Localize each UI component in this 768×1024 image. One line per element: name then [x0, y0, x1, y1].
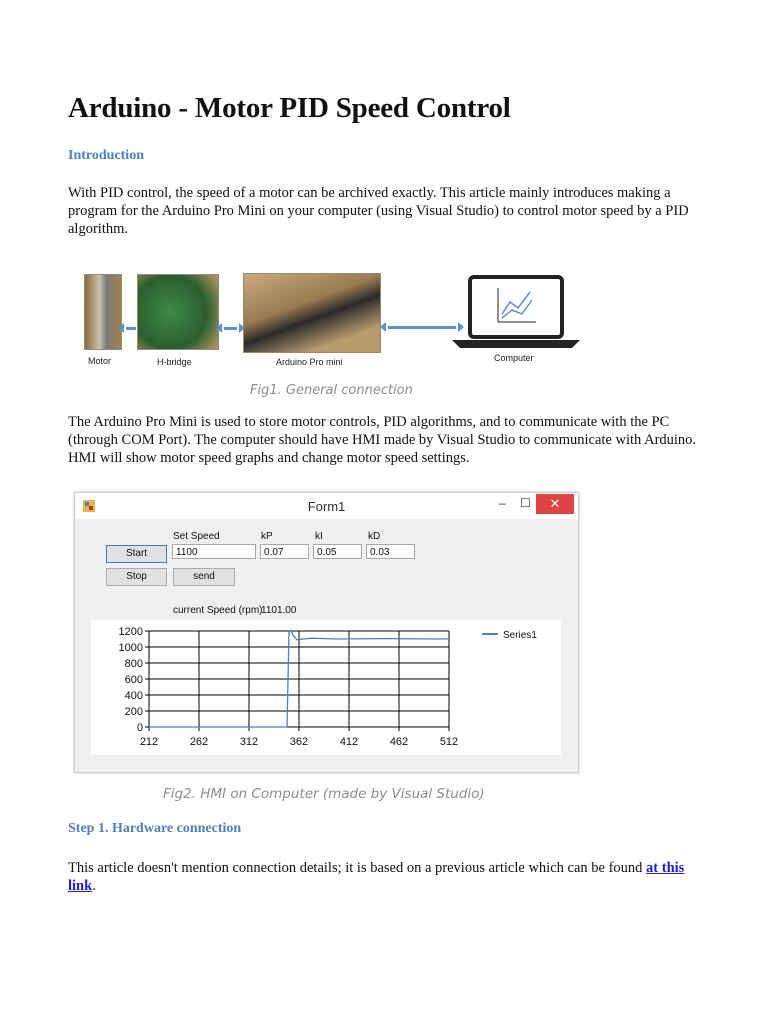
- h-bridge-photo: [137, 274, 219, 350]
- current-speed-value: 1101.00: [261, 605, 297, 616]
- motor-label: Motor: [88, 356, 112, 366]
- kd-label: kD: [368, 531, 381, 542]
- minimize-button[interactable]: –: [499, 496, 506, 510]
- x-tick-label: 412: [339, 736, 359, 748]
- figure2-caption: Fig2. HMI on Computer (made by Visual Studio): [163, 786, 485, 802]
- send-button[interactable]: send: [173, 568, 235, 586]
- arduino-description-paragraph: The Arduino Pro Mini is used to store motor controls, PID algorithms, and to communicate with the PC (through COM Port). The computer should have HMI made by Visual Studio to communicate with Arduino. HMI will show motor speed graphs and change motor speed settings.: [68, 414, 697, 466]
- x-tick-label: 312: [239, 736, 259, 748]
- close-button[interactable]: ✕: [536, 494, 574, 514]
- stop-button[interactable]: Stop: [106, 568, 167, 586]
- window-title: Form1: [307, 499, 346, 514]
- y-tick-label: 1200: [118, 626, 143, 638]
- page-title: Arduino - Motor PID Speed Control: [68, 92, 511, 124]
- y-tick-label: 1000: [118, 642, 143, 654]
- connection-arrow: [224, 327, 237, 330]
- start-button[interactable]: Start: [106, 545, 167, 563]
- y-tick-label: 0: [136, 722, 143, 734]
- speed-chart-svg: [91, 620, 561, 755]
- connection-arrow: [388, 326, 456, 329]
- y-tick-label: 600: [124, 674, 143, 686]
- connection-arrow: [126, 327, 136, 330]
- y-tick-label: 400: [124, 690, 143, 702]
- h-bridge-label: H-bridge: [157, 357, 192, 367]
- legend-label: Series1: [503, 630, 537, 641]
- x-tick-label: 362: [289, 736, 309, 748]
- set-speed-label: Set Speed: [173, 531, 220, 542]
- y-tick-label: 200: [124, 706, 143, 718]
- step1-paragraph: [68, 859, 688, 895]
- maximize-button[interactable]: ☐: [520, 496, 531, 510]
- x-tick-label: 212: [139, 736, 159, 748]
- ki-input[interactable]: 0.05: [313, 544, 362, 559]
- computer-icon: [450, 274, 582, 354]
- figure1-caption: Fig1. General connection: [250, 383, 413, 398]
- kd-input[interactable]: 0.03: [366, 544, 415, 559]
- ki-label: kI: [315, 531, 323, 542]
- arduino-label: Arduino Pro mini: [276, 357, 343, 367]
- step1-text: This article doesn't mention connection details; it is based on a previous article which can be found: [68, 860, 647, 876]
- computer-label: Computer: [494, 353, 534, 363]
- form1-window: [74, 492, 579, 773]
- kp-label: kP: [261, 531, 273, 542]
- kp-input[interactable]: 0.07: [260, 544, 309, 559]
- motor-photo: [84, 274, 122, 350]
- set-speed-input[interactable]: 1100: [172, 544, 256, 559]
- speed-chart: [91, 620, 561, 755]
- y-tick-label: 800: [124, 658, 143, 670]
- x-tick-label: 262: [189, 736, 209, 748]
- current-speed-label: current Speed (rpm): [173, 605, 263, 616]
- x-tick-label: 462: [389, 736, 409, 748]
- step1-end: .: [92, 878, 96, 894]
- x-tick-label: 512: [439, 736, 459, 748]
- arduino-pro-mini-photo: [243, 273, 381, 353]
- intro-paragraph: With PID control, the speed of a motor can be archived exactly. This article mainly introduces making a program for the Arduino Pro Mini on your computer (using Visual Studio) to control motor speed by a PID algorithm.: [68, 185, 689, 237]
- intro-heading: Introduction: [68, 148, 144, 163]
- step1-heading: Step 1. Hardware connection: [68, 821, 242, 836]
- title-bar: [75, 493, 578, 519]
- previous-article-link[interactable]: at this link: [68, 860, 685, 894]
